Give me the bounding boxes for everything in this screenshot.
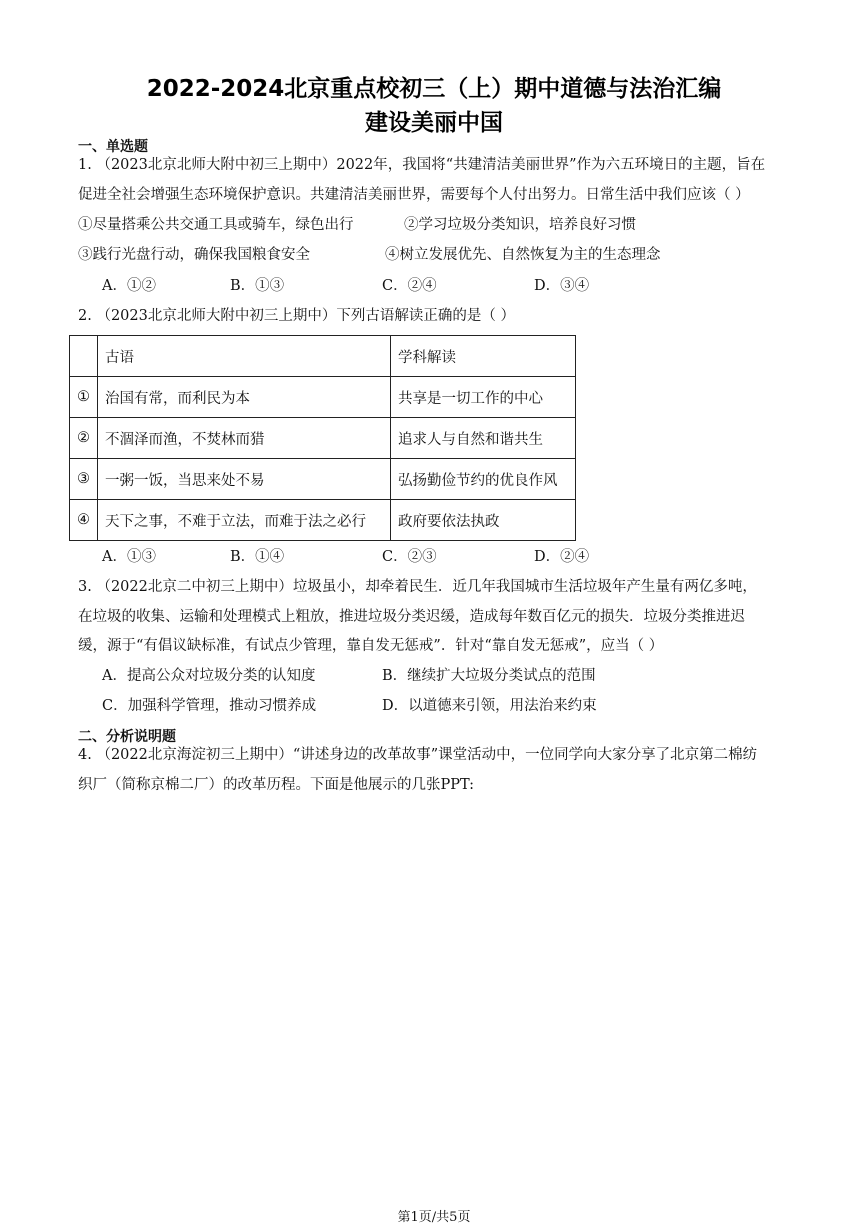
question-3-option-b: B．继续扩大垃圾分类试点的范围 (382, 668, 596, 684)
question-3-option-a: A．提高公众对垃圾分类的认知度 (102, 668, 316, 684)
table-cell-interpretation: 共享是一切工作的中心 (391, 377, 576, 418)
table-cell-quote: 天下之事，不难于立法，而难于法之必行 (98, 500, 391, 541)
table-cell-number: ③ (70, 459, 98, 500)
question-4-stem-line1: 4. （2022北京海淀初三上期中）“讲述身边的改革故事”课堂活动中，一位同学向大家分享了北京第二棉纺 (78, 747, 758, 763)
table-cell-interpretation: 追求人与自然和谐共生 (391, 418, 576, 459)
question-1-option-c: C．②④ (382, 278, 437, 294)
question-1-statement-1: ①尽量搭乘公共交通工具或骑车，绿色出行 (78, 217, 354, 233)
question-4-stem-line2: 织厂（简称京棉二厂）的改革历程。下面是他展示的几张PPT: (78, 777, 475, 793)
table-cell-number: ① (70, 377, 98, 418)
table-header-cell: 学科解读 (391, 336, 576, 377)
question-2-option-a: A．①③ (102, 549, 156, 565)
question-3-stem-line3: 缓，源于“有倡议缺标准，有试点少管理，靠自发无惩戒”．针对“靠自发无惩戒”，应当（ ） (78, 638, 664, 654)
table-row (70, 418, 576, 459)
table-cell-interpretation: 弘扬勤俭节约的优良作风 (391, 459, 576, 500)
table-cell-quote: 治国有常，而利民为本 (98, 377, 391, 418)
question-1-stem-line1: 1. （2023北京北师大附中初三上期中）2022年，我国将“共建清洁美丽世界”作为六五环境日的主题，旨在 (78, 157, 766, 173)
table-header-cell (70, 336, 98, 377)
classical-quotes-table (69, 335, 576, 541)
question-2-stem: 2. （2023北京北师大附中初三上期中）下列古语解读正确的是（ ） (78, 308, 515, 324)
question-2-option-c: C．②③ (382, 549, 437, 565)
question-3-option-c: C．加强科学管理，推动习惯养成 (102, 698, 317, 714)
table-cell-interpretation: 政府要依法执政 (391, 500, 576, 541)
document-title: 2022-2024北京重点校初三（上）期中道德与法治汇编 (146, 76, 722, 102)
document-subtitle: 建设美丽中国 (365, 110, 503, 136)
question-3-stem-line2: 在垃圾的收集、运输和处理模式上粗放，推进垃圾分类迟缓，造成每年数百亿元的损失．垃圾分类推进迟 (78, 609, 745, 625)
table-cell-quote: 一粥一饭，当思来处不易 (98, 459, 391, 500)
question-2-option-d: D．②④ (534, 549, 590, 565)
question-3-option-d: D．以道德来引领，用法治来约束 (382, 698, 597, 714)
table-cell-quote: 不涸泽而渔，不焚林而猎 (98, 418, 391, 459)
table-row (70, 459, 576, 500)
question-1-option-a: A．①② (102, 278, 156, 294)
table-row (70, 377, 576, 418)
question-2-option-b: B．①④ (230, 549, 285, 565)
section-heading-single-choice: 一、单选题 (78, 139, 148, 155)
question-1-statement-4: ④树立发展优先、自然恢复为主的生态理念 (385, 247, 661, 263)
page-number: 第1页/共5页 (397, 1210, 471, 1225)
table-cell-number: ② (70, 418, 98, 459)
question-1-statement-3: ③践行光盘行动，确保我国粮食安全 (78, 247, 310, 263)
section-heading-analysis: 二、分析说明题 (78, 729, 176, 745)
table-cell-number: ④ (70, 500, 98, 541)
table-header-cell: 古语 (98, 336, 391, 377)
table-header-row (70, 336, 576, 377)
question-1-option-b: B．①③ (230, 278, 285, 294)
question-1-stem-line2: 促进全社会增强生态环境保护意识。共建清洁美丽世界，需要每个人付出努力。日常生活中我们应该（ ） (78, 187, 750, 203)
question-3-stem-line1: 3. （2022北京二中初三上期中）垃圾虽小，却牵着民生．近几年我国城市生活垃圾年产生量有两亿多吨， (78, 579, 757, 595)
question-1-option-d: D．③④ (534, 278, 590, 294)
table-row (70, 500, 576, 541)
question-1-statement-2: ②学习垃圾分类知识，培养良好习惯 (404, 217, 636, 233)
